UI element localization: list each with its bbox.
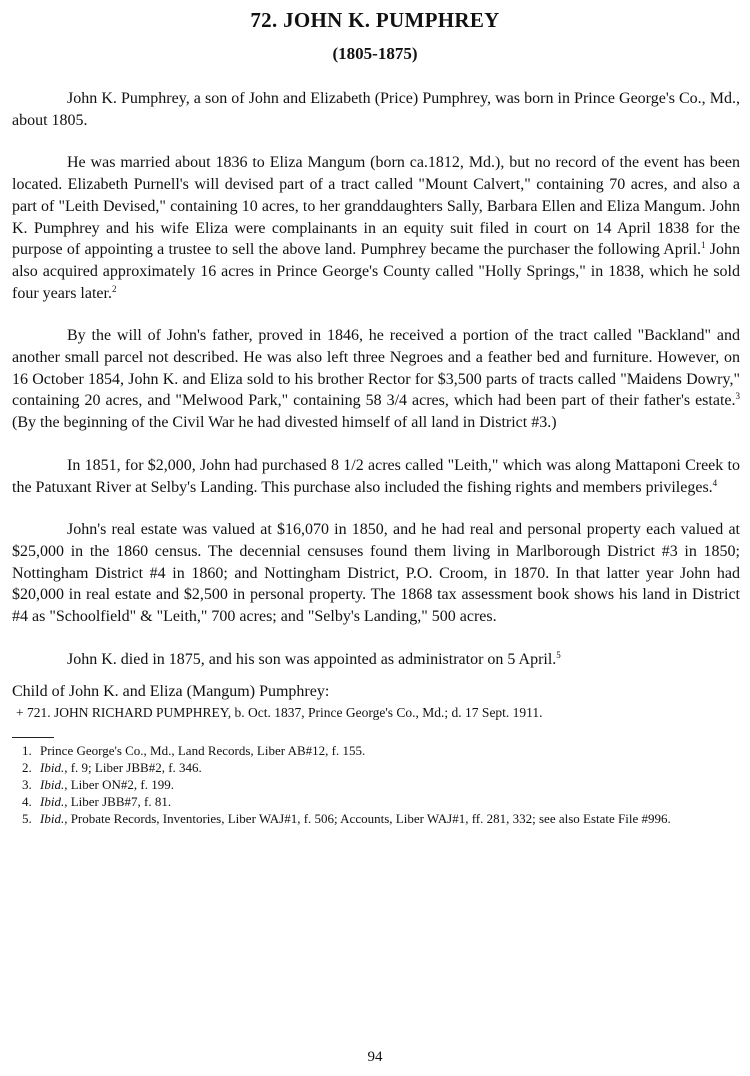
body-text: [12, 88, 740, 827]
footnote-number: 4.: [22, 793, 32, 809]
footnotes-list: [12, 743, 740, 827]
footnote-ref-1: 1: [701, 240, 706, 251]
page-title: 72. JOHN K. PUMPHREY: [250, 8, 500, 32]
footnote-text: , Liber JBB#7, f. 81.: [64, 793, 172, 809]
footnote-ibid: Ibid.: [40, 810, 65, 826]
footnote-ibid: Ibid.: [40, 760, 65, 776]
footnote-ref-2: 2: [111, 283, 117, 294]
paragraph-birth: [12, 88, 740, 131]
paragraph-inheritance-text-a: By the will of John's father, proved in 1846, he received a portion of the tract called "Backland" and another small parcel not described. He was also left three Negroes and a feather bed and furniture. However, on 16 October 1854, John K. and Eliza sold to his brother Rector for $3,500 parts of tracts called "Maidens Dowry," containing 20 acres, and "Melwood Park," containing 58 3/4 acres, which had been part of their father's estate.: [12, 327, 740, 410]
life-dates: (1805-1875): [332, 44, 418, 63]
footnote-number: 3.: [22, 777, 32, 793]
footnote-item: [12, 811, 740, 828]
paragraph-death: [12, 649, 740, 671]
paragraph-death-text: John K. died in 1875, and his son was appointed as administrator on 5 April.: [67, 650, 557, 668]
footnote-number: 5.: [22, 810, 32, 826]
paragraph-leith-purchase: [12, 455, 740, 498]
footnote-number: 2.: [22, 760, 32, 776]
paragraph-census: [12, 519, 740, 628]
paragraph-birth-text: John K. Pumphrey, a son of John and Elizabeth (Price) Pumphrey, was born in Prince George's Co., Md., about 1805.: [12, 90, 740, 129]
footnote-ibid: Ibid.: [40, 793, 65, 809]
paragraph-leith-purchase-text: In 1851, for $2,000, John had purchased 8 1/2 acres called "Leith," which was along Mattaponi Creek to the Patuxant River at Selby's Landing. This purchase also included the fishing rights and members privileges.: [12, 456, 740, 496]
footnote-ref-5: 5: [556, 649, 561, 660]
paragraph-census-text: John's real estate was valued at $16,070 in 1850, and he had real and personal property each valued at $25,000 in the 1860 census. The decennial censuses found them living in Marlborough District #3 in 1850; Nottingham District #4 in 1860; and Nottingham District, P.O. Croom, in 1870. In that latter year John had $20,000 in real estate and $2,500 in personal property. The 1868 tax assessment book shows his land in District #4 as "Schoolfield" & "Leith," 700 acres; and "Selby's Landing," 500 acres.: [12, 521, 740, 626]
footnote-text: , Liber ON#2, f. 199.: [64, 777, 174, 793]
footnote-ref-3: 3: [735, 391, 740, 402]
footnote-item: [12, 760, 740, 777]
footnote-item: [12, 743, 740, 760]
footnote-text: , f. 9; Liber JBB#2, f. 346.: [64, 760, 202, 776]
footnote-item: [12, 794, 740, 811]
footnote-text: Prince George's Co., Md., Land Records, Liber AB#12, f. 155.: [40, 743, 366, 759]
paragraph-marriage-text-b: John also acquired approximately 16 acres in Prince George's County called "Holly Springs," in 1838, which he sold four years later.: [12, 241, 740, 302]
footnote-ibid: Ibid.: [40, 777, 65, 793]
footnote-number: 1.: [22, 743, 32, 759]
footnote-rule: [12, 737, 54, 738]
child-entry: + 721. JOHN RICHARD PUMPHREY, b. Oct. 1837, Prince George's Co., Md.; d. 17 Sept. 1911.: [16, 705, 543, 721]
footnote-ref-4: 4: [712, 477, 718, 488]
children-heading: Child of John K. and Eliza (Mangum) Pumphrey:: [12, 683, 330, 701]
paragraph-marriage: [12, 152, 740, 304]
paragraph-inheritance-text-b: (By the beginning of the Civil War he had divested himself of all land in District #3.): [12, 414, 557, 432]
footnote-item: [12, 777, 740, 794]
footnote-text: , Probate Records, Inventories, Liber WAJ#1, f. 506; Accounts, Liber WAJ#1, ff. 281, 332; see also Estate File #996.: [64, 810, 671, 826]
paragraph-inheritance: [12, 325, 740, 434]
paragraph-marriage-text-a: He was married about 1836 to Eliza Mangum (born ca.1812, Md.), but no record of the event has been located. Elizabeth Purnell's will devised part of a tract called "Mount Calvert," containing 70 acres, and also a part of "Leith Devised," containing 10 acres, to her granddaughters Sally, Barbara Ellen and Eliza Mangum. John K. Pumphrey and his wife Eliza were complainants in an equity suit filed in court on 14 April 1838 for the purpose of appointing a trustee to sell the above land. Pumphrey became the purchaser the following April.: [12, 154, 740, 259]
page-number: 94: [367, 1049, 383, 1065]
